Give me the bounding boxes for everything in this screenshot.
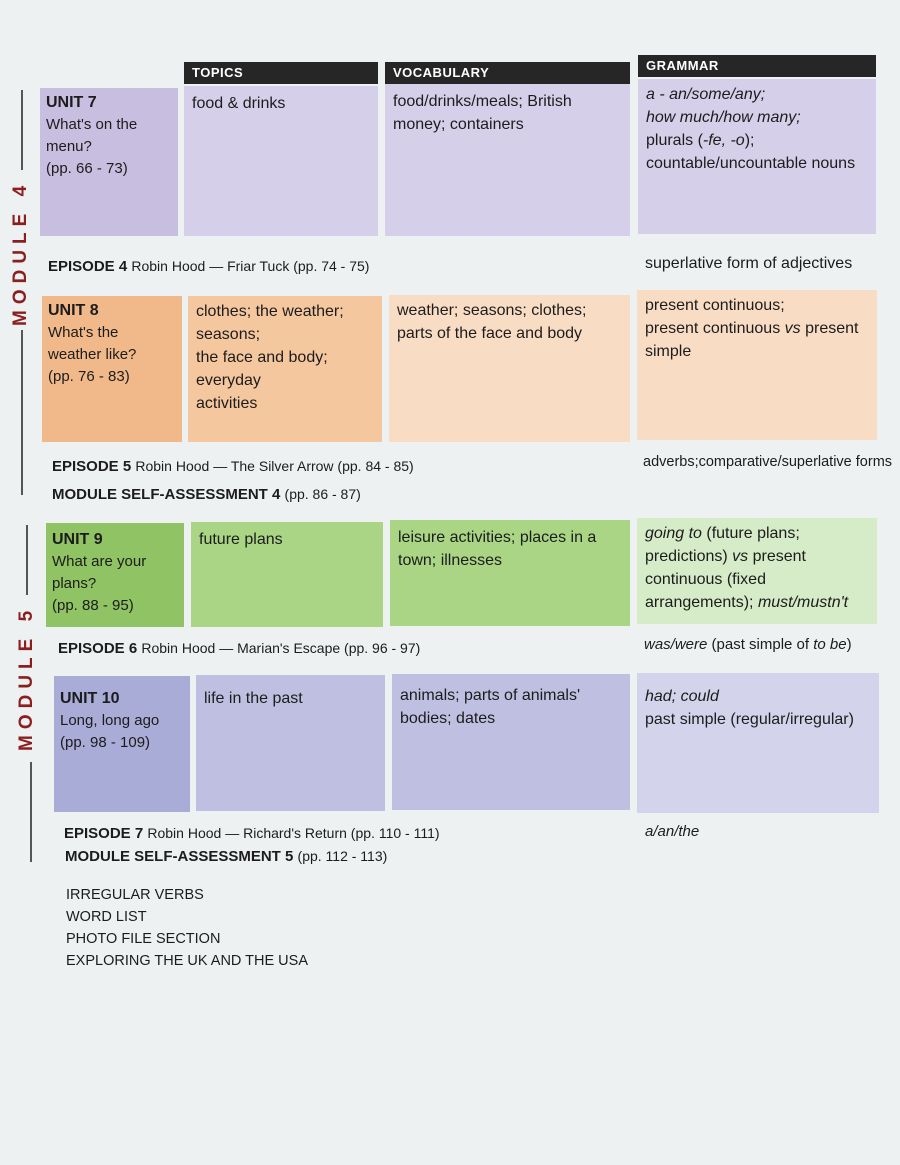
- module5-line-top: [26, 525, 28, 595]
- unit9-cell: [46, 523, 184, 627]
- episode5-label: EPISODE 5: [52, 458, 132, 475]
- unit8-grammar-cell: [637, 290, 877, 440]
- appendix-irregular-verbs: IRREGULAR VERBS: [66, 887, 204, 903]
- unit7-grammar-1: a - an/some/any;: [646, 86, 766, 103]
- appendix-photo-file: PHOTO FILE SECTION: [66, 931, 221, 947]
- unit7-pages: (pp. 66 - 73): [46, 160, 128, 177]
- unit7-topics: food & drinks: [192, 95, 286, 112]
- unit7-vocab-cell: [385, 84, 630, 236]
- unit8-vocab-2: parts of the face and body: [397, 325, 583, 342]
- header-grammar: GRAMMAR: [638, 55, 876, 77]
- episode6-label: EPISODE 6: [58, 640, 138, 657]
- header-topics: TOPICS: [184, 62, 378, 84]
- appendix-exploring: EXPLORING THE UK AND THE USA: [66, 953, 308, 969]
- unit10-title: UNIT 10: [60, 690, 120, 707]
- unit10-vocab-2: bodies; dates: [400, 710, 496, 727]
- episode5-text: Robin Hood — The Silver Arrow (pp. 84 - 85): [135, 458, 414, 474]
- unit7-grammar-2: how much/how many;: [646, 109, 801, 126]
- unit7-grammar-cell: [638, 79, 876, 234]
- unit7-vocab-1: food/drinks/meals; British: [393, 93, 572, 110]
- self-assessment4-pages: (pp. 86 - 87): [284, 486, 361, 502]
- unit9-pages: (pp. 88 - 95): [52, 597, 134, 614]
- episode4-text: Robin Hood — Friar Tuck (pp. 74 - 75): [131, 258, 370, 274]
- unit8-topics-1: clothes; the weather;: [196, 303, 344, 320]
- episode5-line: [52, 456, 414, 477]
- unit10-subtitle-1: Long, long ago: [60, 712, 160, 729]
- unit8-vocab-cell: [389, 295, 630, 442]
- unit10-grammar-1: had; could: [645, 688, 719, 705]
- unit9-subtitle-1: What are your: [52, 553, 147, 570]
- unit7-cell: [40, 88, 178, 236]
- module4-line-bottom: [21, 330, 23, 495]
- unit8-topics-cell: [188, 296, 382, 442]
- episode7-line: [64, 823, 440, 844]
- unit10-cell: [54, 676, 190, 812]
- appendix-word-list: WORD LIST: [66, 909, 147, 925]
- unit10-topics: life in the past: [204, 690, 303, 707]
- unit8-vocab-1: weather; seasons; clothes;: [397, 302, 587, 319]
- self-assessment5-line: [65, 846, 387, 867]
- unit8-grammar-3: simple: [645, 343, 692, 360]
- episode4-line: [48, 256, 369, 277]
- unit10-vocab-cell: [392, 674, 630, 810]
- unit10-vocab-1: animals; parts of animals': [400, 687, 581, 704]
- unit8-grammar-2: present continuous vs present: [645, 320, 859, 337]
- module5-line-bottom: [30, 762, 32, 862]
- unit7-grammar-3: plurals (-fe, -o);: [646, 132, 755, 149]
- episode4-grammar: superlative form of adjectives: [645, 255, 853, 272]
- self-assessment5-label: MODULE SELF-ASSESSMENT 5: [65, 848, 294, 865]
- unit9-grammar-3: continuous (fixed: [645, 571, 766, 588]
- module4-line-top: [21, 90, 23, 170]
- unit9-grammar-4: arrangements); must/mustn't: [645, 594, 849, 611]
- unit8-grammar-1: present continuous;: [645, 297, 785, 314]
- unit7-title: UNIT 7: [46, 94, 97, 111]
- unit8-topics-2: seasons;: [196, 326, 261, 343]
- episode7-label: EPISODE 7: [64, 825, 144, 842]
- unit7-subtitle-1: What's on the: [46, 116, 138, 133]
- module4-label: MODULE 4: [10, 179, 31, 326]
- episode6-line: [58, 638, 420, 659]
- unit10-topics-cell: [196, 675, 385, 811]
- episode4-label: EPISODE 4: [48, 258, 128, 275]
- unit9-grammar-1: going to (future plans;: [645, 525, 800, 542]
- unit9-topics-cell: [191, 522, 383, 627]
- unit8-pages: (pp. 76 - 83): [48, 368, 130, 385]
- episode7-grammar: a/an/the: [645, 823, 700, 840]
- unit7-grammar-4: countable/uncountable nouns: [646, 155, 856, 172]
- unit9-topics: future plans: [199, 531, 283, 548]
- unit8-title: UNIT 8: [48, 302, 99, 319]
- episode7-text: Robin Hood — Richard's Return (pp. 110 - 111): [147, 825, 440, 841]
- unit9-vocab-1: leisure activities; places in a: [398, 529, 597, 546]
- module5-label: MODULE 5: [16, 604, 37, 751]
- episode6-text: Robin Hood — Marian's Escape (pp. 96 - 97): [141, 640, 421, 656]
- unit8-cell: [42, 296, 182, 442]
- unit8-topics-5: activities: [196, 395, 258, 412]
- unit9-subtitle-2: plans?: [52, 575, 97, 592]
- unit9-grammar-2: predictions) vs present: [645, 548, 806, 565]
- self-assessment4-line: [52, 484, 361, 505]
- unit9-vocab-cell: [390, 520, 630, 626]
- self-assessment5-pages: (pp. 112 - 113): [297, 848, 388, 864]
- self-assessment4-label: MODULE SELF-ASSESSMENT 4: [52, 486, 281, 503]
- unit8-subtitle-2: weather like?: [48, 346, 137, 363]
- unit8-subtitle-1: What's the: [48, 324, 119, 341]
- unit7-topics-cell: [184, 86, 378, 236]
- header-vocabulary: VOCABULARY: [385, 62, 630, 84]
- unit10-pages: (pp. 98 - 109): [60, 734, 151, 751]
- episode6-grammar: was/were (past simple of to be): [644, 636, 852, 653]
- unit7-subtitle-2: menu?: [46, 138, 92, 155]
- unit9-title: UNIT 9: [52, 531, 103, 548]
- unit8-topics-4: everyday: [196, 372, 261, 389]
- unit7-vocab-2: money; containers: [393, 116, 524, 133]
- unit9-grammar-cell: [637, 518, 877, 624]
- unit10-grammar-cell: [637, 673, 879, 813]
- unit9-vocab-2: town; illnesses: [398, 552, 503, 569]
- episode5-grammar: adverbs;comparative/superlative forms: [643, 454, 893, 470]
- unit10-grammar-2: past simple (regular/irregular): [645, 711, 854, 728]
- unit8-topics-3: the face and body;: [196, 349, 328, 366]
